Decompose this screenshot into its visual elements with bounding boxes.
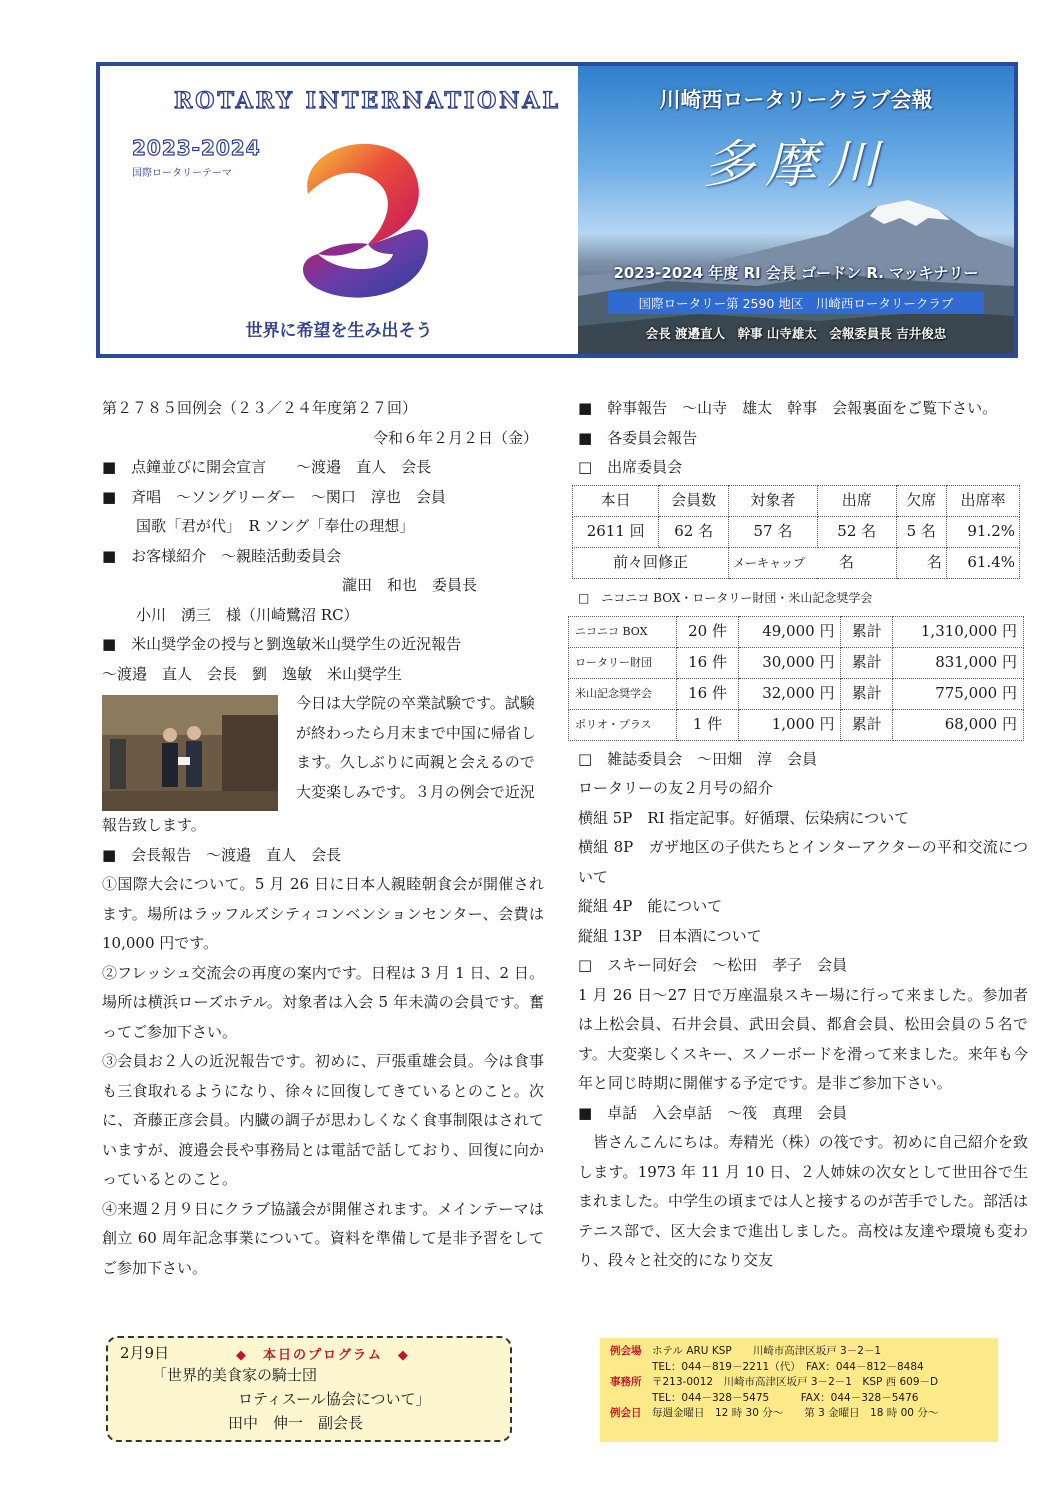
talk-heading: ■ 卓話 入会卓話 ～筏 真理 会員	[578, 1103, 848, 1122]
table-cell: 前々回修正	[573, 547, 729, 579]
meeting-day-label: 例会日	[610, 1407, 642, 1419]
table-row	[573, 516, 1020, 547]
committee-heading: ■ 各委員会報告	[578, 428, 698, 447]
office-label: 事務所	[610, 1376, 642, 1388]
ri-president: 2023-2024 年度 RI 会長 ゴードン R. マッキナリー	[613, 264, 979, 282]
table-header: 対象者	[728, 485, 817, 516]
fund-name: ポリオ・プラス	[569, 709, 677, 740]
magazine-line: 縦組 13P 日本酒について	[578, 926, 762, 945]
agenda-guest-name: 小川 湧三 様（川崎鷺沼 RC）	[136, 605, 359, 624]
ri-theme-logo	[278, 124, 438, 304]
fund-amount: 32,000 円	[739, 678, 841, 709]
table-cell: 名	[896, 547, 946, 579]
makeup-label: メーキャップ	[732, 555, 805, 570]
fund-amount: 49,000 円	[739, 616, 841, 647]
makeup-unit: 名	[838, 552, 854, 571]
office-address: 〒213-0012 川崎市高津区坂戸 3－2－1 KSP 西 609－D	[652, 1376, 939, 1388]
table-row	[569, 709, 1024, 740]
table-row	[573, 547, 1020, 579]
president-report-3: ③会員お２人の近況報告です。初めに、戸張重雄会員。今は食事も三食取れるようになり、徐々に回復してきているとのこと。次に、斉藤正彦会員。内臓の調子が思わしくなく食事制限はされていますが、渡邉会長や事務局とは電話で話しており、回復に向かっているとのこと。	[102, 1052, 544, 1188]
table-row	[569, 678, 1024, 709]
theme-year: 2023-2024	[132, 136, 261, 160]
theme-label: 国際ロータリーテーマ	[132, 168, 232, 179]
agenda-songs: 国歌「君が代」 R ソング「奉仕の理想」	[136, 517, 415, 535]
president-report-heading: ■ 会長報告 ～渡邉 直人 会長	[102, 845, 342, 864]
table-header: 欠席	[896, 485, 946, 516]
program-heading: ◆ 本日のプログラム ◆	[236, 1348, 410, 1363]
meeting-day-row	[610, 1406, 988, 1422]
todays-program-box	[106, 1336, 512, 1442]
left-column	[102, 394, 544, 1283]
magazine-line: 縦組 4P 能について	[578, 897, 723, 915]
club-banner	[578, 66, 1014, 354]
ri-theme-panel	[100, 66, 578, 354]
agenda-yoneyama-people: ～渡邉 直人 会長 劉 逸敏 米山奨学生	[102, 664, 403, 683]
agenda-guests-host: 瀧田 和也 委員長	[342, 576, 478, 594]
fund-total: 831,000 円	[893, 647, 1024, 678]
fund-count: 1 件	[676, 709, 738, 740]
president-report-2: ②フレッシュ交流会の再度の案内です。日程は 3 月 1 日、2 日。場所は横浜ローズホテル。対象者は入会 5 年未満の会員です。奮ってご参加下さい。	[102, 963, 544, 1041]
venue-phone: TEL：044－819－2211（代） FAX：044－812－8484	[652, 1360, 924, 1373]
agenda-guests: ■ お客様紹介 ～親睦活動委員会	[102, 546, 342, 565]
scholar-remarks: 今日は大学院の卒業試験です。試験が終わったら月末まで中国に帰省します。久しぶりに両親と会えるので大変楽しみです。３月の例会で近況	[296, 694, 536, 801]
fund-total-label: 累計	[841, 709, 893, 740]
fund-name: ニコニコ BOX	[569, 616, 677, 647]
agenda-opening: ■ 点鐘並びに開会宣言 ～渡邉 直人 会長	[102, 458, 432, 476]
magazine-heading: □ 雑誌委員会 ～田畑 淳 会員	[578, 749, 818, 768]
office-phone-row	[610, 1391, 988, 1407]
fund-count: 16 件	[676, 647, 738, 678]
program-date: 2月9日	[120, 1344, 170, 1362]
table-cell: 2611 回	[573, 516, 659, 547]
fund-amount: 1,000 円	[739, 709, 841, 740]
table-header: 本日	[573, 485, 659, 516]
fund-table	[568, 616, 1024, 741]
ri-title: ROTARY INTERNATIONAL	[174, 88, 561, 114]
fund-count: 20 件	[676, 616, 738, 647]
magazine-line: ロータリーの友２月号の紹介	[578, 779, 774, 797]
scholar-remarks-end: 報告致します。	[102, 816, 206, 834]
venue-label: 例会場	[610, 1345, 642, 1357]
club-officers: 会長 渡邉直人 幹事 山寺雄太 会報委員長 吉井俊忠	[645, 326, 947, 341]
office-phone: TEL：044－328－5475 FAX：044－328－5476	[652, 1391, 919, 1404]
program-title-2: ロティスール協会について」	[238, 1390, 431, 1408]
program-speaker: 田中 伸一 副会長	[228, 1414, 364, 1432]
venue-phone-row	[610, 1360, 988, 1376]
club-bulletin-title: 川崎西ロータリークラブ会報	[659, 88, 933, 112]
attendance-table	[572, 485, 1020, 580]
scholarship-photo	[102, 695, 278, 811]
table-cell: 5 名	[896, 516, 946, 547]
table-row	[569, 616, 1024, 647]
meeting-number: 第２７８５回例会（２３／２４年度第２７回）	[102, 399, 418, 417]
president-report-4: ④来週２月９日にクラブ協議会が開催されます。メインテーマは創立 60 周年記念事業について。資料を準備して是非予習をしてご参加下さい。	[102, 1199, 544, 1277]
table-cell: 91.2%	[946, 516, 1019, 547]
ski-heading: □ スキー同好会 ～松田 孝子 会員	[578, 956, 848, 974]
attendance-heading: □ 出席委員会	[578, 458, 683, 476]
agenda-singing: ■ 斉唱 ～ソングリーダー ～関口 淳也 会員	[102, 487, 446, 506]
magazine-line: 横組 5P RI 指定記事。好循環、伝染病について	[578, 808, 910, 827]
fund-name: 米山記念奨学会	[569, 678, 677, 709]
fund-heading: □ ニコニコ BOX・ロータリー財団・米山記念奨学会	[578, 591, 873, 605]
president-report-1: ①国際大会について。5 月 26 日に日本人親睦朝食会が開催されます。場所はラッフルズシティコンベンションセンター、会費は 10,000 円です。	[102, 875, 544, 952]
meeting-day: 毎週金曜日 12 時 30 分～ 第 3 金曜日 18 時 00 分～	[652, 1407, 939, 1419]
fund-total: 1,310,000 円	[893, 616, 1024, 647]
meeting-date: 令和６年２月２日（金）	[372, 428, 538, 447]
table-row	[569, 647, 1024, 678]
office-row	[610, 1375, 988, 1391]
table-header: 出席	[817, 485, 896, 516]
fund-amount: 30,000 円	[739, 647, 841, 678]
ski-report: 1 月 26 日～27 日で万座温泉スキー場に行って来ました。参加者は上松会員、石井会員、武田会員、都倉会員、松田会員の５名です。大変楽しくスキー、スノーボードを滑って来ました。来年も今年と同じ時期に開催する予定です。是非ご参加下さい。	[578, 985, 1028, 1092]
theme-slogan: 世界に希望を生み出そう	[245, 321, 433, 341]
talk-text: 皆さんこんにちは。寿精光（株）の筏です。初めに自己紹介を致します。1973 年 11 月 10 日、２人姉妹の次女として世田谷で生まれました。中学生の頃までは人と接するのが苦手でした。部活はテニス部で、区大会まで進出しました。高校は友達や環境も変わり、段々と社交的になり交友	[578, 1133, 1029, 1269]
table-cell: 57 名	[728, 516, 817, 547]
table-cell: 62 名	[659, 516, 729, 547]
table-header: 出席率	[946, 485, 1019, 516]
district-line: 国際ロータリー第 2590 地区 川崎西ロータリークラブ	[608, 292, 984, 314]
magazine-line: 横組 8P ガザ地区の子供たちとインターアクターの平和交流について	[578, 838, 1028, 886]
fund-total: 68,000 円	[893, 709, 1024, 740]
fund-total-label: 累計	[841, 616, 893, 647]
program-title-1: 「世界的美食家の騎士団	[152, 1366, 318, 1384]
table-cell	[728, 547, 896, 579]
fund-total-label: 累計	[841, 647, 893, 678]
venue-row	[610, 1344, 988, 1360]
bulletin-name: 多摩川	[702, 135, 889, 195]
fund-name: ロータリー財団	[569, 647, 677, 678]
table-cell: 52 名	[817, 516, 896, 547]
secretary-report: ■ 幹事報告 ～山寺 雄太 幹事 会報裏面をご覧下さい。	[578, 399, 998, 417]
agenda-yoneyama: ■ 米山奨学金の授与と劉逸敏米山奨学生の近況報告	[102, 635, 462, 653]
contact-info-box	[600, 1338, 998, 1442]
scholar-section	[102, 689, 544, 811]
table-row	[573, 485, 1020, 516]
table-cell: 61.4%	[946, 547, 1019, 579]
table-header: 会員数	[659, 485, 729, 516]
fund-total: 775,000 円	[893, 678, 1024, 709]
fund-count: 16 件	[676, 678, 738, 709]
venue-address: ホテル ARU KSP 川崎市高津区坂戸 3－2－1	[652, 1345, 882, 1357]
fund-total-label: 累計	[841, 678, 893, 709]
masthead	[96, 62, 1018, 358]
right-column	[575, 394, 1029, 1276]
